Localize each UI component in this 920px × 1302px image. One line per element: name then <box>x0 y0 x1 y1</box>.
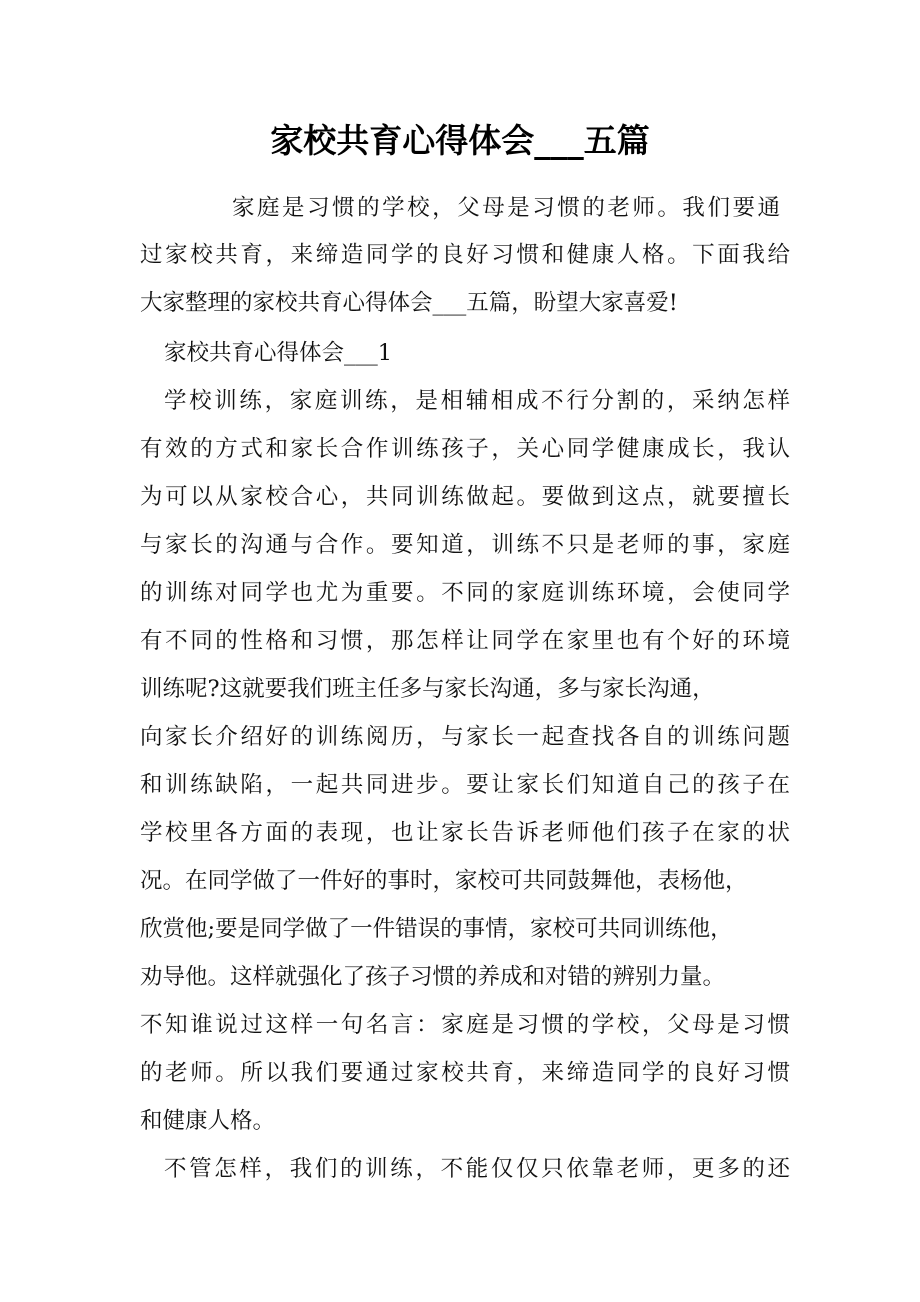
paragraph-line: 的训练对同学也尤为重要。不同的家庭训练环境，会使同学 <box>140 580 790 606</box>
paragraph-line: 的老师。所以我们要通过家校共育，来缔造同学的良好习惯 <box>140 1060 790 1086</box>
paragraph-line: 劝导他。这样就强化了孩子习惯的养成和对错的辨别力量。 <box>140 964 726 990</box>
paragraph-line: 欣赏他;要是同学做了一件错误的事情，家校可共同训练他， <box>140 916 733 942</box>
paragraph-line: 和健康人格。 <box>140 1108 276 1134</box>
paragraph-line: 向家长介绍好的训练阅历，与家长一起查找各自的训练问题 <box>140 724 790 750</box>
document-title: 家校共育心得体会___五篇 <box>270 121 650 160</box>
paragraph-line: 过家校共育，来缔造同学的良好习惯和健康人格。下面我给 <box>140 242 790 268</box>
paragraph-line: 学校里各方面的表现，也让家长告诉老师他们孩子在家的状 <box>140 820 790 846</box>
paragraph-line: 有不同的性格和习惯，那怎样让同学在家里也有个好的环境 <box>140 628 790 654</box>
paragraph-line: 与家长的沟通与合作。要知道，训练不只是老师的事，家庭 <box>140 532 790 558</box>
paragraph-line: 学校训练，家庭训练，是相辅相成不行分割的，采纳怎样 <box>164 388 790 414</box>
paragraph-line: 和训练缺陷，一起共同进步。要让家长们知道自己的孩子在 <box>140 772 790 798</box>
paragraph-line: 为可以从家校合心，共同训练做起。要做到这点，就要擅长 <box>140 484 790 510</box>
paragraph-line: 训练呢?这就要我们班主任多与家长沟通，多与家长沟通， <box>140 676 715 702</box>
paragraph-line: 不管怎样，我们的训练，不能仅仅只依靠老师，更多的还 <box>164 1156 790 1182</box>
paragraph-line: 家庭是习惯的学校，父母是习惯的老师。我们要通 <box>232 195 780 221</box>
paragraph-line: 况。在同学做了一件好的事时，家校可共同鼓舞他，表杨他， <box>140 868 748 894</box>
paragraph-line: 大家整理的家校共育心得体会___五篇，盼望大家喜爱! <box>140 290 678 316</box>
paragraph-line: 不知谁说过这样一句名言：家庭是习惯的学校，父母是习惯 <box>140 1012 790 1038</box>
paragraph-line: 有效的方式和家长合作训练孩子，关心同学健康成长，我认 <box>140 436 790 462</box>
section-heading: 家校共育心得体会___1 <box>164 340 393 366</box>
